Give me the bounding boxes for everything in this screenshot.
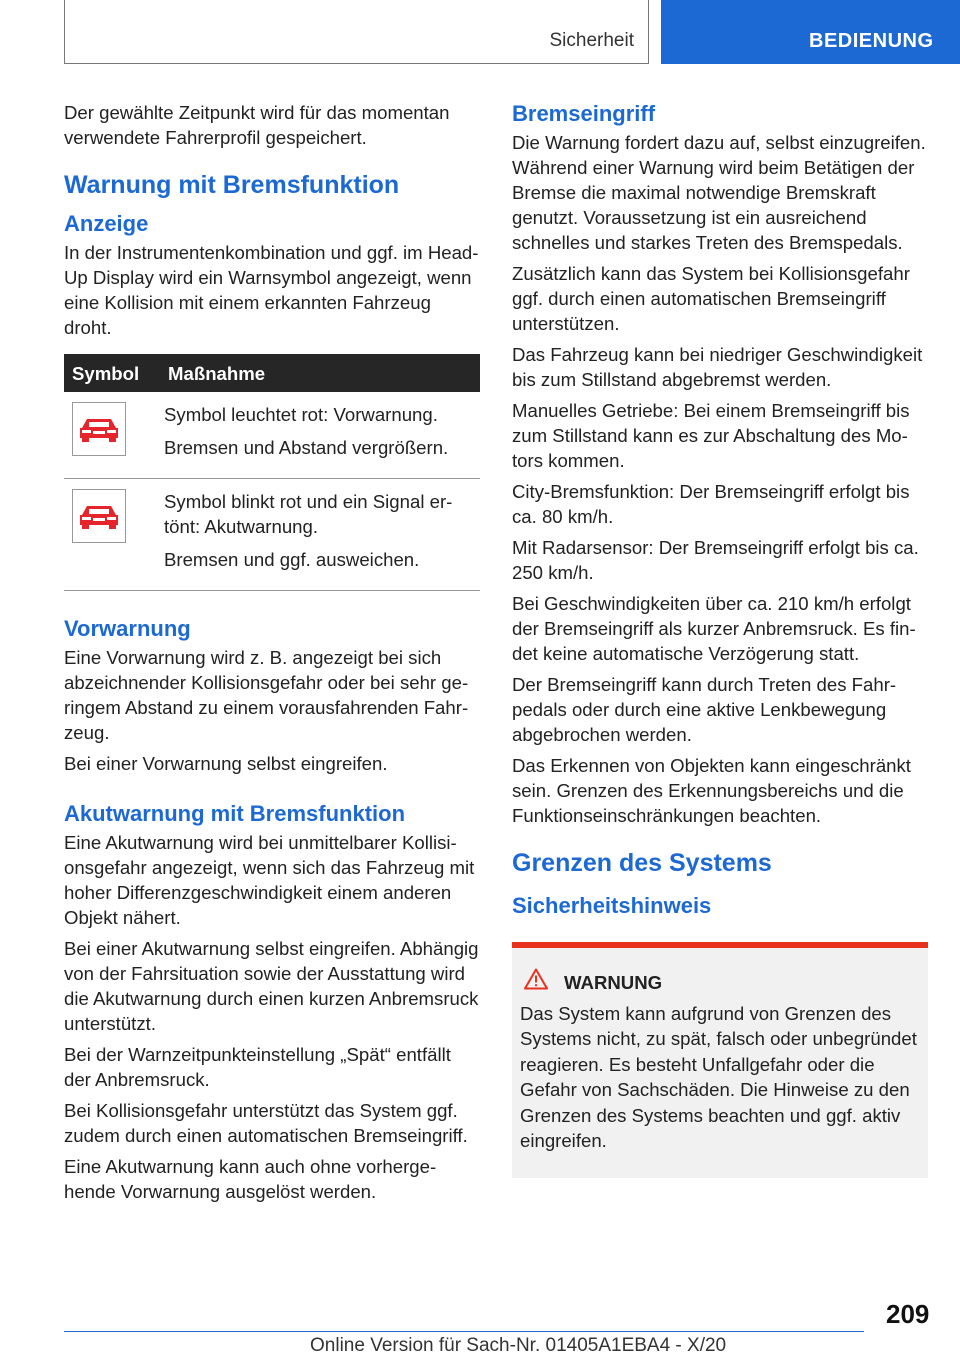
- header-chapter-tab[interactable]: BEDIENUNG: [661, 0, 960, 64]
- warning-text: Das System kann aufgrund von Grenzen des Systems nicht, zu spät, falsch oder unbegründet reagieren. Es besteht Unfallgefahr oder die Gefahr von Sachschäden. Die Hinweise zu den Grenzen des Systems beachten und ggf. aktiv eingreifen.: [520, 1002, 917, 1151]
- akut-paragraph: Bei der Warnzeitpunkteinstellung „Spät“ entfällt der Anbremsruck.: [64, 1044, 451, 1090]
- heading-sicherheitshinweis: Sicherheitshinweis: [512, 893, 712, 918]
- header-section-box: [64, 0, 649, 64]
- massnahme-line: Bremsen und ggf. ausweichen.: [164, 549, 420, 570]
- anzeige-paragraph: In der Instrumentenkombination und ggf. im Head-Up Display wird ein Warnsymbol angezeigt, wenn eine Kollision mit einem erkannten Fahrzeug droht.: [64, 242, 479, 338]
- right-column: [512, 100, 928, 1178]
- bremseingriff-paragraph: Die Warnung fordert dazu auf, selbst einzugreifen. Während einer Warnung wird beim Betätigen der Bremse die maximal notwendige Bremskraft genutzt. Voraussetzung ist ein ausreichend schnelles und starkes Treten des Bremspedals.: [512, 132, 926, 253]
- warning-box: [512, 942, 928, 1178]
- heading-anzeige: Anzeige: [64, 211, 149, 236]
- massnahme-cell: [164, 392, 480, 479]
- bremseingriff-paragraph: Manuelles Getriebe: Bei einem Bremseingriff bis zum Stillstand kann es zur Abschaltung des Motors kommen.: [512, 400, 910, 471]
- vorwarnung-paragraph: Eine Vorwarnung wird z. B. angezeigt bei sich abzeichnender Kollisionsgefahr oder bei sehr geringem Abstand zu einem vorausfahrenden Fahrzeug.: [64, 647, 469, 743]
- bremseingriff-paragraph: Das Fahrzeug kann bei niedriger Geschwindigkeit bis zum Stillstand abgebremst werden.: [512, 344, 923, 390]
- warning-triangle-icon: [524, 968, 548, 997]
- bremseingriff-paragraph: City-Bremsfunktion: Der Bremseingriff erfolgt bis ca. 80 km/h.: [512, 481, 910, 527]
- akut-paragraph: Bei Kollisionsgefahr unterstützt das System ggf. zudem durch einen automatischen Bremseingriff.: [64, 1100, 468, 1146]
- bremseingriff-paragraph: Bei Geschwindigkeiten über ca. 210 km/h erfolgt der Bremseingriff als kurzer Anbremsruck. Es findet keine automatische Verzögerung statt.: [512, 593, 916, 664]
- bremseingriff-paragraph: Mit Radarsensor: Der Bremseingriff erfolgt bis ca. 250 km/h.: [512, 537, 919, 583]
- car-warning-icon: [72, 489, 126, 543]
- column-header-symbol: Symbol: [64, 354, 164, 392]
- page-number: 209: [886, 1299, 930, 1329]
- table-row: [64, 392, 480, 479]
- akut-paragraph: Eine Akutwarnung wird bei unmittelbarer Kollisionsgefahr angezeigt, wenn sich das Fahrzeug mit hoher Differenzgeschwindigkeit einem anderen Objekt nähert.: [64, 832, 475, 928]
- warning-header: [524, 968, 920, 997]
- bremseingriff-paragraph: Zusätzlich kann das System bei Kollisionsgefahr ggf. durch einen automatischen Bremseingriff unterstützen.: [512, 263, 910, 334]
- heading-warnung-bremsfunktion: Warnung mit Bremsfunktion: [64, 171, 400, 199]
- bremseingriff-paragraph: Der Bremseingriff kann durch Treten des Fahrpedals oder durch eine aktive Lenkbewegung abgebrochen werden.: [512, 674, 897, 745]
- table-row: [64, 479, 480, 591]
- heading-bremseingriff: Bremseingriff: [512, 101, 656, 126]
- massnahme-line: Symbol blinkt rot und ein Signal ertönt: Akutwarnung.: [164, 491, 453, 537]
- column-header-massnahme: Maßnahme: [164, 354, 480, 392]
- symbol-cell: [64, 392, 164, 479]
- akut-paragraph: Eine Akutwarnung kann auch ohne vorhergehende Vorwarnung ausgelöst werden.: [64, 1156, 437, 1202]
- heading-vorwarnung: Vorwarnung: [64, 616, 191, 641]
- header-section-label: Sicherheit: [549, 30, 634, 51]
- car-warning-icon: [72, 402, 126, 456]
- intro-paragraph: Der gewählte Zeitpunkt wird für das momentan verwendete Fahrerprofil gespeichert.: [64, 102, 450, 148]
- heading-grenzen-des-systems: Grenzen des Systems: [512, 849, 772, 877]
- symbol-table: [64, 354, 480, 591]
- massnahme-line: Bremsen und Abstand vergrößern.: [164, 437, 449, 458]
- footer-text: Online Version für Sach-Nr. 01405A1EBA4 - X/20: [310, 1335, 727, 1356]
- left-column: [64, 100, 480, 1210]
- massnahme-cell: [164, 479, 480, 591]
- symbol-cell: [64, 479, 164, 591]
- heading-akutwarnung: Akutwarnung mit Bremsfunktion: [64, 801, 406, 826]
- symbol-table-header: [64, 354, 480, 392]
- akut-paragraph: Bei einer Akutwarnung selbst eingreifen. Abhängig von der Fahrsituation sowie der Ausstattung wird die Akutwarnung durch einen kurzen Anbremsruck unterstützt.: [64, 938, 479, 1034]
- warning-label: WARNUNG: [564, 971, 663, 993]
- vorwarnung-paragraph: Bei einer Vorwarnung selbst eingreifen.: [64, 753, 388, 774]
- bremseingriff-paragraph: Das Erkennen von Objekten kann eingeschränkt sein. Grenzen des Erkennungsbereichs und die Funktionseinschränkungen beachten.: [512, 755, 911, 826]
- footer-divider: [64, 1331, 864, 1332]
- massnahme-line: Symbol leuchtet rot: Vorwarnung.: [164, 404, 438, 425]
